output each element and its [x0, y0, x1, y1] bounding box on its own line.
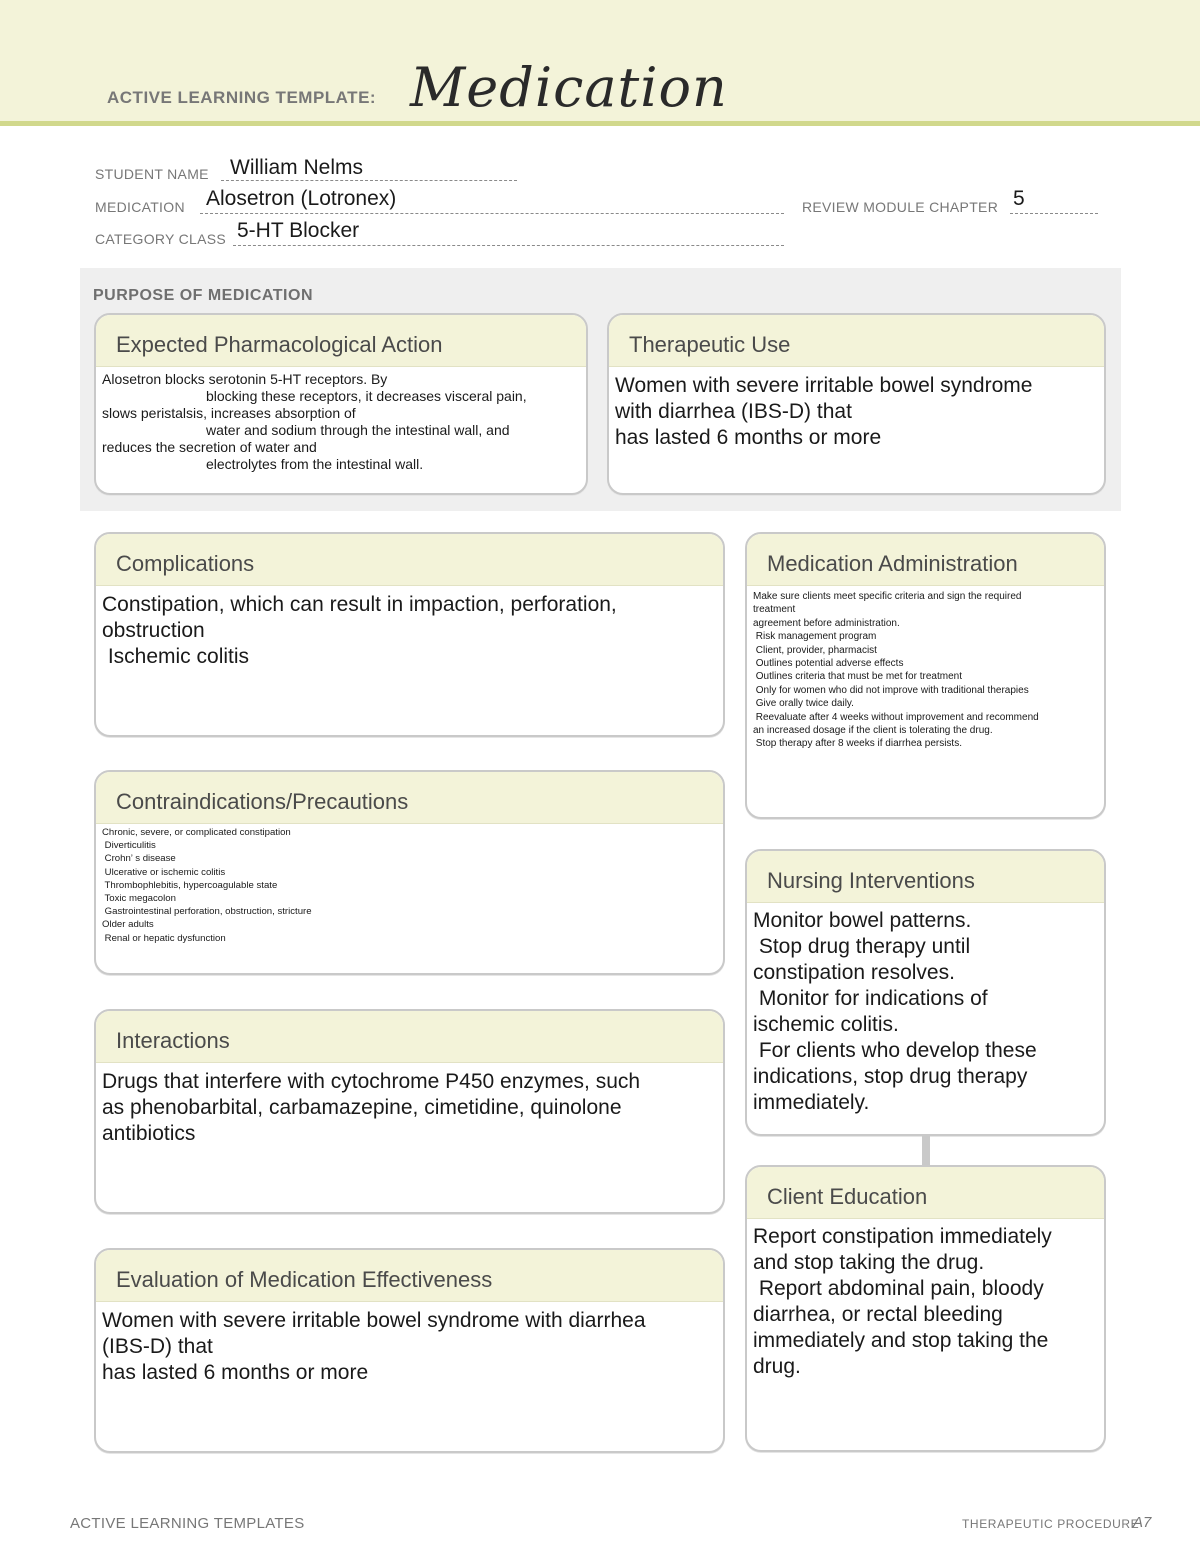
- therapeutic-use-line: with diarrhea (IBS-D) that: [615, 400, 852, 423]
- card-connector: [922, 1134, 930, 1166]
- education-line: Report constipation immediately: [753, 1225, 1052, 1248]
- administration-line: Client, provider, pharmacist: [753, 644, 877, 656]
- contraindication-line: Chronic, severe, or complicated constipation: [102, 827, 291, 838]
- medication-administration-title: Medication Administration: [747, 534, 1104, 586]
- category-class-field[interactable]: 5-HT Blocker: [237, 219, 360, 242]
- contraindication-line: Thrombophlebitis, hypercoagulable state: [102, 879, 278, 891]
- contraindications-card: [94, 770, 725, 975]
- therapeutic-use-card: [607, 313, 1106, 495]
- contraindication-line: Diverticulitis: [102, 840, 156, 852]
- complications-line: Constipation, which can result in impaction, perforation,: [102, 593, 617, 616]
- review-module-field[interactable]: 5: [1013, 187, 1025, 210]
- nursing-interventions-title: Nursing Interventions: [747, 851, 1104, 903]
- contraindications-title: Contraindications/Precautions: [96, 772, 723, 824]
- medication-administration-card: [745, 532, 1106, 819]
- student-name-line: [221, 180, 517, 181]
- expected-action-line: water and sodium through the intestinal wall, and: [206, 422, 510, 438]
- medication-field[interactable]: Alosetron (Lotronex): [206, 187, 397, 210]
- nursing-interventions-body[interactable]: [747, 903, 1104, 1116]
- expected-action-line: electrolytes from the intestinal wall.: [206, 456, 424, 472]
- expected-action-line: slows peristalsis, increases absorption of: [102, 405, 356, 421]
- evaluation-title: Evaluation of Medication Effectiveness: [96, 1250, 723, 1302]
- education-line: Report abdominal pain, bloody: [753, 1277, 1044, 1300]
- expected-action-body[interactable]: [96, 367, 586, 473]
- contraindication-line: Gastrointestinal perforation, obstruction, stricture: [102, 906, 312, 918]
- medication-administration-body[interactable]: [747, 586, 1104, 751]
- interactions-line: Drugs that interfere with cytochrome P450 enzymes, such: [102, 1070, 641, 1093]
- contraindication-line: Toxic megacolon: [102, 893, 176, 905]
- administration-line: agreement before administration.: [753, 617, 900, 629]
- expected-action-card: [94, 313, 588, 495]
- therapeutic-use-title: Therapeutic Use: [609, 315, 1104, 367]
- evaluation-line: has lasted 6 months or more: [102, 1361, 369, 1384]
- medication-line: [200, 213, 784, 214]
- complications-line: Ischemic colitis: [102, 645, 250, 668]
- footer-right-label: THERAPEUTIC PROCEDURE: [962, 1517, 1140, 1531]
- category-class-label: CATEGORY CLASS: [95, 231, 227, 247]
- template-label: ACTIVE LEARNING TEMPLATE:: [107, 88, 377, 107]
- nursing-line: constipation resolves.: [753, 961, 955, 984]
- purpose-label: PURPOSE OF MEDICATION: [93, 287, 313, 304]
- education-line: and stop taking the drug.: [753, 1251, 985, 1274]
- administration-line: Give orally twice daily.: [753, 698, 854, 710]
- expected-action-line: reduces the secretion of water and: [102, 439, 317, 455]
- evaluation-line: Women with severe irritable bowel syndrome with diarrhea: [102, 1309, 646, 1332]
- footer-left-label: ACTIVE LEARNING TEMPLATES: [70, 1515, 305, 1532]
- page-title: Medication: [410, 56, 728, 119]
- administration-line: Outlines potential adverse effects: [753, 658, 904, 670]
- education-line: diarrhea, or rectal bleeding: [753, 1303, 1003, 1326]
- complications-line: obstruction: [102, 619, 205, 642]
- interactions-card: [94, 1009, 725, 1214]
- nursing-line: Monitor for indications of: [753, 987, 988, 1010]
- education-line: drug.: [753, 1355, 801, 1378]
- nursing-line: ischemic colitis.: [753, 1013, 899, 1036]
- nursing-line: immediately.: [753, 1091, 870, 1114]
- evaluation-line: (IBS-D) that: [102, 1335, 213, 1358]
- administration-line: Risk management program: [753, 631, 877, 643]
- contraindications-body[interactable]: [96, 824, 723, 945]
- category-class-line: [233, 245, 784, 246]
- contraindication-line: Crohn’ s disease: [102, 853, 176, 865]
- complications-card: [94, 532, 725, 737]
- nursing-line: indications, stop drug therapy: [753, 1065, 1028, 1088]
- nursing-line: For clients who develop these: [753, 1039, 1037, 1062]
- contraindication-line: Ulcerative or ischemic colitis: [102, 866, 226, 878]
- review-module-label: REVIEW MODULE CHAPTER: [802, 199, 999, 215]
- review-module-line: [1010, 213, 1098, 214]
- therapeutic-use-body[interactable]: [609, 367, 1104, 451]
- client-education-card: [745, 1165, 1106, 1452]
- student-name-label: STUDENT NAME: [95, 166, 209, 182]
- evaluation-card: [94, 1248, 725, 1453]
- student-name-field[interactable]: William Nelms: [230, 156, 363, 179]
- contraindication-line: Older adults: [102, 919, 154, 931]
- nursing-interventions-card: [745, 849, 1106, 1136]
- medication-label: MEDICATION: [95, 199, 185, 215]
- interactions-title: Interactions: [96, 1011, 723, 1063]
- expected-action-line: blocking these receptors, it decreases visceral pain,: [206, 388, 527, 404]
- administration-line: Reevaluate after 4 weeks without improvement and recommend: [753, 711, 1039, 723]
- expected-action-title: Expected Pharmacological Action: [96, 315, 586, 367]
- client-education-title: Client Education: [747, 1167, 1104, 1219]
- therapeutic-use-line: has lasted 6 months or more: [615, 426, 882, 449]
- administration-line: Make sure clients meet specific criteria and sign the required: [753, 591, 1022, 602]
- complications-title: Complications: [96, 534, 723, 586]
- interactions-line: antibiotics: [102, 1122, 196, 1145]
- administration-line: treatment: [753, 604, 796, 616]
- client-education-body[interactable]: [747, 1219, 1104, 1380]
- header-divider: [0, 121, 1200, 126]
- administration-line: Stop therapy after 8 weeks if diarrhea persists.: [753, 738, 962, 750]
- administration-line: Only for women who did not improve with traditional therapies: [753, 684, 1029, 696]
- interactions-body[interactable]: [96, 1063, 723, 1147]
- complications-body[interactable]: [96, 586, 723, 670]
- footer-page-code: A7: [1133, 1514, 1152, 1531]
- evaluation-body[interactable]: [96, 1302, 723, 1386]
- administration-line: an increased dosage if the client is tolerating the drug.: [753, 725, 993, 737]
- administration-line: Outlines criteria that must be met for treatment: [753, 671, 962, 683]
- contraindication-line: Renal or hepatic dysfunction: [102, 932, 226, 944]
- education-line: immediately and stop taking the: [753, 1329, 1049, 1352]
- nursing-line: Stop drug therapy until: [753, 935, 971, 958]
- nursing-line: Monitor bowel patterns.: [753, 909, 972, 932]
- interactions-line: as phenobarbital, carbamazepine, cimetidine, quinolone: [102, 1096, 622, 1119]
- expected-action-line: Alosetron blocks serotonin 5-HT receptors. By: [102, 371, 388, 387]
- therapeutic-use-line: Women with severe irritable bowel syndrome: [615, 374, 1033, 397]
